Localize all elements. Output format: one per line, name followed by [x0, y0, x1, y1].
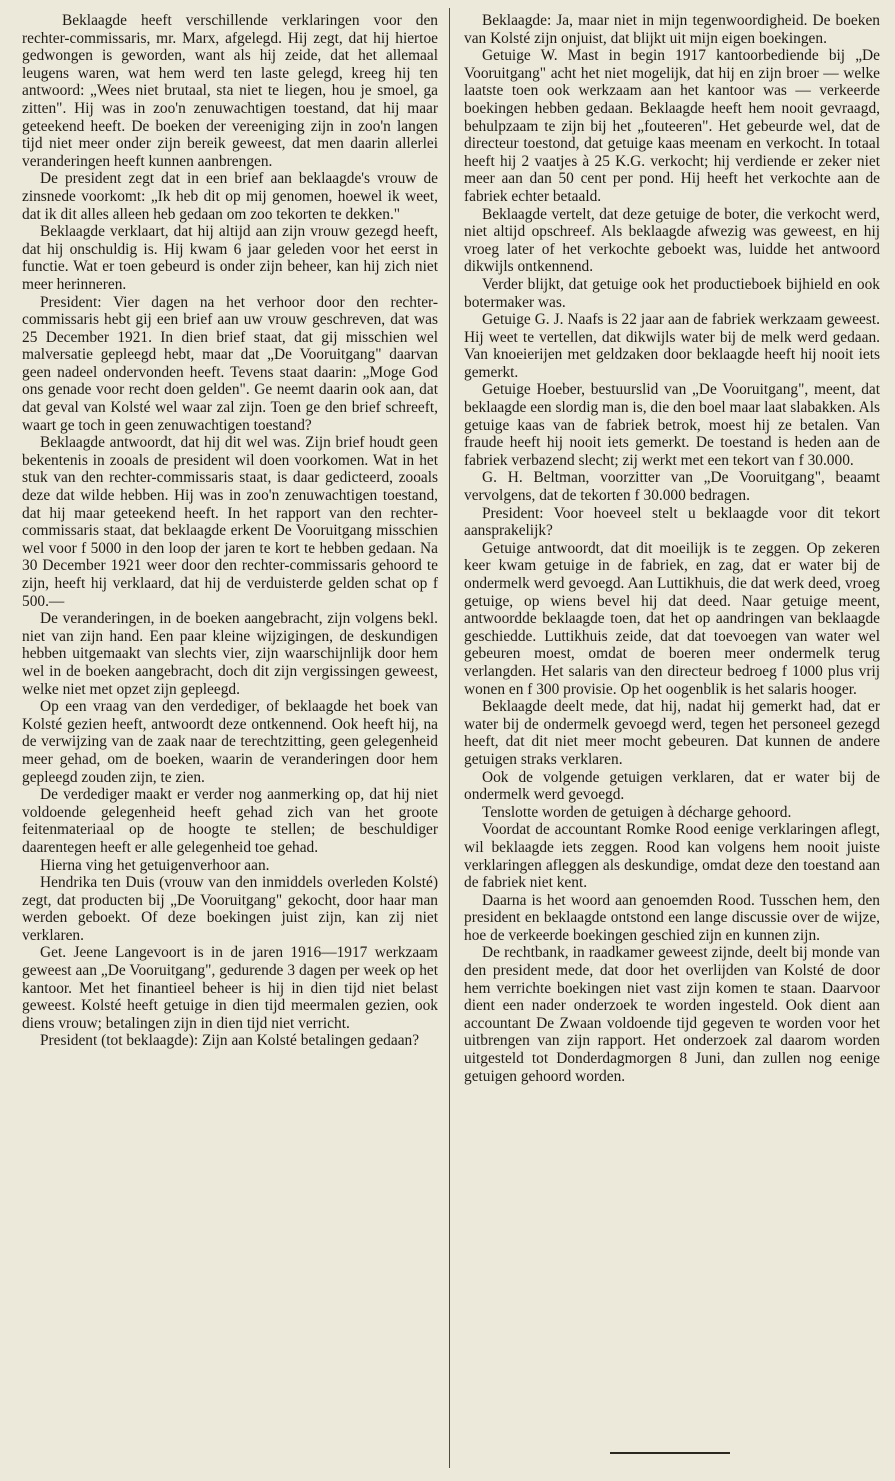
article-end-rule: [610, 1452, 730, 1454]
paragraph: Hendrika ten Duis (vrouw van den inmiddels overleden Kolsté) zegt, dat producten bij „De Vooruitgang" gekocht, door haar man werden geboekt. Of deze boekingen juist zijn, kan zij niet verklaren.: [22, 874, 438, 944]
paragraph: Op een vraag van den verdediger, of beklaagde het boek van Kolsté gezien heeft, antwoordt deze ontkennend. Ook heeft hij, na de verwijzing van de zaak naar de terechtzitting, geen gelegenheid meer gehad, om de boeken, waarin de veranderingen door hem gepleegd zouden zijn, te zien.: [22, 698, 438, 786]
paragraph: Daarna is het woord aan genoemden Rood. Tusschen hem, den president en beklaagde ontstond een lange discussie over de wijze, hoe de verkeerde boekingen geschied zijn en kunnen zijn.: [464, 891, 880, 944]
paragraph: Beklaagde vertelt, dat deze getuige de boter, die verkocht werd, niet altijd opschreef. Als beklaagde afwezig was geweest, en hij vroeg later of het verkochte geboekt was, luidde het antwoord dikwijls ontkennend.: [464, 205, 880, 276]
paragraph: Tenslotte worden de getuigen à décharge gehoord.: [482, 803, 792, 821]
column-divider: [449, 8, 450, 1468]
paragraph: President: Voor hoeveel stelt u beklaagde voor dit tekort aansprakelijk?: [464, 504, 880, 540]
paragraph: De verdediger maakt er verder nog aanmerking op, dat hij niet voldoende gelegenheid heeft gehad zich van het groote feitenmateriaal op de hoogte te stellen; de beschuldiger daarentegen heeft er alle gelegenheid toe gehad.: [22, 786, 438, 856]
paragraph: Beklaagde: Ja, maar niet in mijn tegenwoordigheid. De boeken van Kolsté zijn onjuist, dat blijkt uit mijn eigen boekingen.: [464, 12, 880, 47]
paragraph: Hierna ving het getuigenverhoor aan.: [40, 856, 270, 874]
paragraph: President: Vier dagen na het verhoor door den rechter-commissaris hebt gij een brief aan uw vrouw geschreven, dat was 25 December 1921. In dien brief staat, dat gij misschien wel malversatie gepleegd hebt, maar dat „De Vooruitgang" daarvan geen nadeel ondervonden heeft. Tevens staat daarin: „Moge God ons genade voor recht doen gelden". Ge neemt daarin ook aan, dat dat geval van Kolsté wel waar zal zijn. Toen ge den brief schreeft, waart ge toch in geen zenuwachtigen toestand?: [22, 293, 438, 434]
paragraph: Getuige G. J. Naafs is 22 jaar aan de fabriek werkzaam geweest. Hij weet te vertellen, dat dikwijls water bij de melk werd gedaan. Van knoeierijen met geldzaken door beklaagde heeft hij nooit iets gemerkt.: [464, 311, 880, 381]
paragraph: Voordat de accountant Romke Rood eenige verklaringen aflegt, wil beklaagde iets zeggen. Rood kan volgens hem nooit juiste verklaringen afleggen als deskundige, omdat deze den toestand aan de fabriek niet kent.: [464, 821, 880, 892]
article-column-left: [22, 12, 438, 1050]
paragraph: De rechtbank, in raadkamer geweest zijnde, deelt bij monde van den president mede, dat door het overlijden van Kolsté de door hem verrichte boekingen niet vast zijn komen te staan. Daarvoor dient een nader onderzoek te worden ingesteld. Ook dient aan accountant De Zwaan voldoende tijd gegeven te worden voor het uitbrengen van zijn rapport. Het onderzoek zal daarom worden uitgesteld tot Donderdagmorgen 8 Juni, dan zullen nog eenige getuigen gehoord worden.: [464, 944, 880, 1085]
paragraph: Ook de volgende getuigen verklaren, dat er water bij de ondermelk werd gevoegd.: [464, 768, 880, 804]
article-column-right: [464, 12, 880, 1085]
paragraph: Beklaagde heeft verschillende verklaringen voor den rechter-commissaris, mr. Marx, afgelegd. Hij zegt, dat hij hiertoe gedwongen is geworden, want als hij zeide, dat het allemaal leugens waren, wat hem werd ten laste gelegd, kreeg hij ten antwoord: „Wees niet brutaal, sta niet te liegen, hou je smoel, ga zitten". Hij was in zoo'n zenuwachtigen toestand, dat hij maar geteekend heeft. De boeken der vereeniging zijn in zoo'n langen tijd niet meer onder zijn bereik geweest, dat men daarin allerlei veranderingen heeft kunnen aanbrengen.: [22, 12, 438, 170]
paragraph: Getuige Hoeber, bestuurslid van „De Vooruitgang", meent, dat beklaagde een slordig man is, die den boel maar laat slabakken. Als getuige kaas van de fabriek betrok, moest hij ze betalen. Van fraude heeft hij nooit iets gemerkt. De toestand is heden aan de fabriek verbazend slecht; zij werkt met een tekort van f 30.000.: [464, 381, 880, 469]
paragraph: Getuige W. Mast in begin 1917 kantoorbediende bij „De Vooruitgang" acht het niet mogelijk, dat hij en zijn broer — welke laatste toen ook werkzaam aan het kantoor was — verkeerde boekingen hebben gedaan. Beklaagde heeft hem nooit gevraagd, behulpzaam te zijn bij het „fouteeren". Het gebeurde wel, dat de directeur toestond, dat getuige kaas meenam en verkocht. In totaal heeft hij 2 vaatjes à 25 K.G. verkocht; hij verdiende er zeker niet meer aan dan 50 cent per pond. Hij heeft het verkochte aan de fabriek echter betaald.: [464, 47, 880, 205]
paragraph: Get. Jeene Langevoort is in de jaren 1916—1917 werkzaam geweest aan „De Vooruitgang", gedurende 3 dagen per week op het kantoor. Met het finantieel beheer is hij in dien tijd niet belast geweest. Kolsté heeft getuige in dien tijd meermalen gezien, ook diens vrouw; betalingen zijn in dien tijd niet verricht.: [22, 944, 438, 1032]
paragraph: Beklaagde antwoordt, dat hij dit wel was. Zijn brief houdt geen bekentenis in zooals de president wil doen voorkomen. Wat in het stuk van den rechter-commissaris staat, is daar gedicteerd, zooals deze dat wilde hebben. Hij was in zoo'n zenuwachtigen toestand, dat hij maar geteekend heeft. In het rapport van den rechter-commissaris staat, dat beklaagde erkent De Vooruitgang misschien wel voor f 5000 in den loop der jaren te kort te hebben gedaan. Na 30 December 1921 weer door den rechter-commissaris gehoord te zijn, heeft hij verklaard, dat hij de verduisterde gelden schat op f 500.—: [22, 434, 438, 610]
paragraph: Beklaagde deelt mede, dat hij, nadat hij gemerkt had, dat er water bij de ondermelk gevoegd werd, tegen het personeel gezegd heeft, dat dit niet meer mocht gebeuren. Dat kunnen de andere getuigen straks verklaren.: [464, 698, 880, 768]
paragraph: De veranderingen, in de boeken aangebracht, zijn volgens bekl. niet van zijn hand. Een paar kleine wijzigingen, de deskundigen hebben uitgemaakt van slechts vier, zijn waarschijnlijk door hem wel in de boeken aangebracht, doch dit zijn vergissingen geweest, welke niet met opzet zijn gepleegd.: [22, 610, 438, 698]
paragraph: Beklaagde verklaart, dat hij altijd aan zijn vrouw gezegd heeft, dat hij onschuldig is. Hij kwam 6 jaar geleden voor het eerst in functie. Wat er toen gebeurd is onder zijn beheer, kan hij zich niet meer herinneren.: [22, 223, 438, 293]
paragraph: Getuige antwoordt, dat dit moeilijk is te zeggen. Op zekeren keer kwam getuige in de fabriek, en zag, dat er water bij de ondermelk werd gevoegd. Aan Luttikhuis, die dat werk deed, vroeg getuige, op wiens bevel hij dat deed. Naar getuige meent, antwoordde beklaagde toen, dat het op aandringen van beklaagde geschiedde. Luttikhuis zeide, dat dat toevoegen van water wel gebeuren moest, omdat de boeren meer ondermelk terug verlangden. Het salaris van den directeur bedroeg f 1000 plus vrij wonen en f 300 provisie. Op het oogenblik is het salaris hooger.: [464, 539, 880, 698]
paragraph: De president zegt dat in een brief aan beklaagde's vrouw de zinsnede voorkomt: „Ik heb dit op mij genomen, hoewel ik weet, dat ik dit alles alleen heb gedaan om zoo tekorten te dekken.": [22, 170, 438, 223]
paragraph: Verder blijkt, dat getuige ook het productieboek bijhield en ook botermaker was.: [464, 275, 880, 311]
paragraph: G. H. Beltman, voorzitter van „De Vooruitgang", beaamt vervolgens, dat de tekorten f 30.000 bedragen.: [464, 469, 880, 505]
paragraph: President (tot beklaagde): Zijn aan Kolsté betalingen gedaan?: [40, 1032, 420, 1050]
